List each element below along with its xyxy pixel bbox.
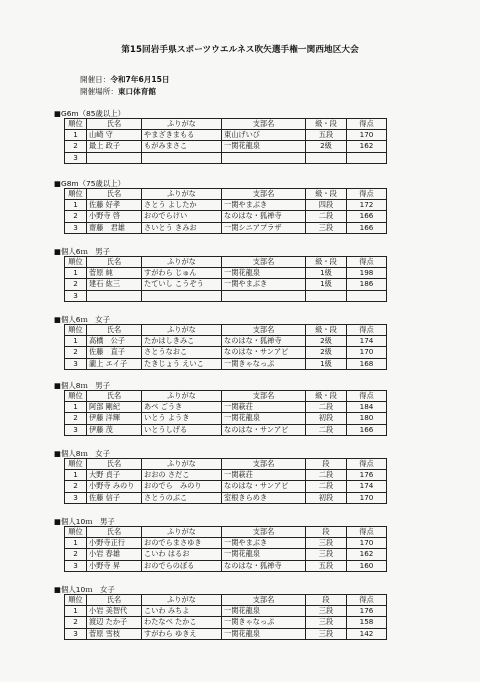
column-header: 順位	[65, 325, 87, 336]
table-row	[65, 628, 387, 639]
cell-grade: 三段	[306, 538, 347, 549]
cell-grade: 1級	[306, 268, 347, 279]
cell-name: 小岩 春雄	[87, 549, 142, 560]
cell-kana: おのでらまさゆき	[142, 538, 222, 549]
cell-name: 瀧上 エイ子	[87, 358, 142, 369]
cell-rank: 2	[65, 413, 87, 424]
cell-grade: 二段	[306, 481, 347, 492]
cell-name: 山崎 守	[87, 130, 142, 141]
cell-name: 小野寺 昇	[87, 560, 142, 571]
cell-grade: 二段	[306, 470, 347, 481]
table-row	[65, 606, 387, 617]
results-table	[64, 324, 387, 370]
date-value: 令和7年6月15日	[110, 75, 170, 84]
cell-rank: 2	[65, 481, 87, 492]
column-header: 氏名	[87, 391, 142, 402]
date-label: 開催日：	[80, 75, 111, 84]
page-title: 第15回岩手県スポーツウエルネス吹矢選手権一関西地区大会	[121, 45, 359, 55]
section-title: ■G6m（85歳以上）	[54, 109, 125, 118]
cell-score: 170	[347, 492, 387, 503]
cell-kana: いとうしげる	[142, 424, 222, 435]
cell-rank: 2	[65, 279, 87, 290]
cell-kana: あべ ごうき	[142, 402, 222, 413]
cell-score: 166	[347, 424, 387, 435]
table-row	[65, 268, 387, 279]
cell-rank: 3	[65, 492, 87, 503]
cell-branch	[222, 290, 306, 301]
cell-score: 158	[347, 617, 387, 628]
cell-grade: 三段	[306, 606, 347, 617]
cell-rank: 1	[65, 336, 87, 347]
column-header: ふりがな	[142, 189, 222, 200]
cell-rank: 1	[65, 200, 87, 211]
cell-kana: おのでら みのり	[142, 481, 222, 492]
cell-kana	[142, 290, 222, 301]
venue-value: 東口体育館	[117, 87, 156, 96]
cell-rank: 3	[65, 560, 87, 571]
results-table	[64, 188, 387, 234]
cell-rank: 1	[65, 538, 87, 549]
column-header: 順位	[65, 595, 87, 606]
cell-score: 174	[347, 481, 387, 492]
column-header: 順位	[65, 527, 87, 538]
cell-kana: すがわら じゅん	[142, 268, 222, 279]
column-header: 得点	[347, 257, 387, 268]
column-header: 級・段	[306, 189, 347, 200]
table-header-row	[65, 189, 387, 200]
column-header: ふりがな	[142, 257, 222, 268]
cell-branch: 一関やまぶき	[222, 538, 306, 549]
cell-kana: わたなべ たかこ	[142, 617, 222, 628]
cell-score: 166	[347, 222, 387, 233]
cell-grade	[306, 290, 347, 301]
cell-name	[87, 152, 142, 163]
table-header-row	[65, 257, 387, 268]
table-row	[65, 358, 387, 369]
cell-branch: 一関萩荘	[222, 402, 306, 413]
column-header: 級・段	[306, 391, 347, 402]
cell-score: 170	[347, 347, 387, 358]
cell-branch: なのはな・サンアビ	[222, 481, 306, 492]
cell-branch: 一関花龍泉	[222, 628, 306, 639]
column-header: 支部名	[222, 257, 306, 268]
table-row	[65, 152, 387, 163]
table-header-row	[65, 119, 387, 130]
section-title: ■個人8ｍ 男子	[54, 381, 111, 390]
cell-rank: 2	[65, 617, 87, 628]
column-header: ふりがな	[142, 595, 222, 606]
cell-kana: たきじょう えいこ	[142, 358, 222, 369]
cell-rank: 2	[65, 211, 87, 222]
cell-rank: 3	[65, 290, 87, 301]
column-header: 氏名	[87, 459, 142, 470]
column-header: ふりがな	[142, 459, 222, 470]
cell-name: 建石 紘三	[87, 279, 142, 290]
cell-branch: 一関花龍泉	[222, 141, 306, 152]
cell-name: 佐藤 好孝	[87, 200, 142, 211]
cell-score: 184	[347, 402, 387, 413]
section-title: ■個人10ｍ 男子	[54, 517, 115, 526]
column-header: 得点	[347, 595, 387, 606]
table-header-row	[65, 595, 387, 606]
column-header: 順位	[65, 189, 87, 200]
cell-name: 小野寺 啓	[87, 211, 142, 222]
cell-rank: 1	[65, 606, 87, 617]
cell-name: 小岩 美智代	[87, 606, 142, 617]
column-header: 氏名	[87, 119, 142, 130]
cell-rank: 3	[65, 424, 87, 435]
results-table	[64, 526, 387, 572]
table-row	[65, 222, 387, 233]
table-row	[65, 424, 387, 435]
column-header: 得点	[347, 459, 387, 470]
column-header: 順位	[65, 459, 87, 470]
table-row	[65, 279, 387, 290]
cell-name: 佐藤 直子	[87, 347, 142, 358]
cell-grade	[306, 152, 347, 163]
cell-branch: 一関萩荘	[222, 470, 306, 481]
cell-grade: 三段	[306, 617, 347, 628]
cell-name: 最上 政子	[87, 141, 142, 152]
section-title: ■個人8ｍ 女子	[54, 449, 111, 458]
section-title: ■個人6ｍ 男子	[54, 247, 111, 256]
table-header-row	[65, 391, 387, 402]
event-date	[80, 74, 169, 85]
table-row	[65, 290, 387, 301]
column-header: 氏名	[87, 325, 142, 336]
cell-rank: 1	[65, 470, 87, 481]
cell-name: 高橋 公子	[87, 336, 142, 347]
cell-grade: 2級	[306, 336, 347, 347]
cell-branch: 一関花龍泉	[222, 413, 306, 424]
cell-kana: さとうなおこ	[142, 347, 222, 358]
cell-name: 阿部 剛紀	[87, 402, 142, 413]
cell-name: 佐藤 信子	[87, 492, 142, 503]
cell-rank: 2	[65, 141, 87, 152]
cell-branch: なのはな・狐禅寺	[222, 211, 306, 222]
column-header: 段	[306, 595, 347, 606]
cell-score: 166	[347, 211, 387, 222]
results-table	[64, 256, 387, 302]
cell-name: 齋藤 君雄	[87, 222, 142, 233]
cell-kana: たていし こうぞう	[142, 279, 222, 290]
cell-name: 小野寺正行	[87, 538, 142, 549]
table-row	[65, 617, 387, 628]
column-header: ふりがな	[142, 119, 222, 130]
cell-score: 170	[347, 130, 387, 141]
results-table	[64, 594, 387, 640]
cell-score	[347, 290, 387, 301]
section-title: ■個人6ｍ 女子	[54, 315, 111, 324]
cell-kana: もがみまさこ	[142, 141, 222, 152]
column-header: 得点	[347, 119, 387, 130]
cell-branch: なのはな・狐禅寺	[222, 336, 306, 347]
cell-rank: 3	[65, 222, 87, 233]
cell-kana: こいわ みちよ	[142, 606, 222, 617]
cell-branch: 一関花龍泉	[222, 606, 306, 617]
table-row	[65, 336, 387, 347]
cell-branch: なのはな・サンアビ	[222, 347, 306, 358]
cell-kana: すがわら ゆきえ	[142, 628, 222, 639]
column-header: 支部名	[222, 459, 306, 470]
cell-kana: やまざきまもる	[142, 130, 222, 141]
table-row	[65, 413, 387, 424]
cell-branch: なのはな・サンアビ	[222, 424, 306, 435]
table-row	[65, 538, 387, 549]
cell-branch: 一関きゃなっぷ	[222, 358, 306, 369]
cell-grade: 三段	[306, 222, 347, 233]
cell-grade: 初段	[306, 492, 347, 503]
cell-rank: 3	[65, 152, 87, 163]
cell-name: 大野 貞子	[87, 470, 142, 481]
column-header: 支部名	[222, 527, 306, 538]
cell-rank: 3	[65, 628, 87, 639]
cell-name: 渡辺 たか子	[87, 617, 142, 628]
table-row	[65, 481, 387, 492]
cell-score: 180	[347, 413, 387, 424]
column-header: 順位	[65, 119, 87, 130]
column-header: 氏名	[87, 257, 142, 268]
table-header-row	[65, 459, 387, 470]
cell-score: 168	[347, 358, 387, 369]
column-header: 氏名	[87, 527, 142, 538]
column-header: 級・段	[306, 257, 347, 268]
cell-name: 伊藤 茂	[87, 424, 142, 435]
column-header: 得点	[347, 325, 387, 336]
cell-rank: 2	[65, 347, 87, 358]
column-header: 順位	[65, 257, 87, 268]
cell-grade: 四段	[306, 200, 347, 211]
column-header: 氏名	[87, 189, 142, 200]
cell-kana: さとうのぶこ	[142, 492, 222, 503]
cell-kana: おおの さだこ	[142, 470, 222, 481]
cell-kana: さとう よしたか	[142, 200, 222, 211]
cell-grade: 二段	[306, 402, 347, 413]
cell-score: 186	[347, 279, 387, 290]
cell-grade: 五段	[306, 560, 347, 571]
column-header: 支部名	[222, 325, 306, 336]
cell-kana	[142, 152, 222, 163]
cell-score: 172	[347, 200, 387, 211]
cell-score: 142	[347, 628, 387, 639]
cell-grade: 1級	[306, 279, 347, 290]
table-row	[65, 492, 387, 503]
cell-kana: おのでらのぼる	[142, 560, 222, 571]
column-header: 段	[306, 527, 347, 538]
column-header: ふりがな	[142, 527, 222, 538]
cell-name: 小野寺 みのり	[87, 481, 142, 492]
cell-name: 菅原 純	[87, 268, 142, 279]
column-header: 級・段	[306, 325, 347, 336]
cell-branch: 東山げいび	[222, 130, 306, 141]
table-row	[65, 402, 387, 413]
results-table	[64, 118, 387, 164]
cell-score: 176	[347, 606, 387, 617]
cell-kana: おのでらけい	[142, 211, 222, 222]
section-title: ■G8m（75歳以上）	[54, 179, 125, 188]
cell-score: 162	[347, 549, 387, 560]
column-header: 順位	[65, 391, 87, 402]
cell-branch: 一関きゃなっぷ	[222, 617, 306, 628]
venue-label: 開催場所：	[80, 87, 118, 96]
cell-score: 198	[347, 268, 387, 279]
cell-rank: 1	[65, 130, 87, 141]
cell-branch: 室根きらめき	[222, 492, 306, 503]
cell-name: 菅原 雪枝	[87, 628, 142, 639]
cell-rank: 3	[65, 358, 87, 369]
cell-branch: なのはな・狐禅寺	[222, 560, 306, 571]
table-row	[65, 141, 387, 152]
cell-name: 伊藤 洋輝	[87, 413, 142, 424]
cell-branch: 一関シニアプラザ	[222, 222, 306, 233]
cell-score	[347, 152, 387, 163]
cell-kana: こいわ はるお	[142, 549, 222, 560]
table-row	[65, 470, 387, 481]
column-header: 氏名	[87, 595, 142, 606]
table-row	[65, 200, 387, 211]
cell-grade: 二段	[306, 424, 347, 435]
cell-grade: 2級	[306, 141, 347, 152]
column-header: 支部名	[222, 595, 306, 606]
column-header: 支部名	[222, 391, 306, 402]
cell-grade: 三段	[306, 549, 347, 560]
cell-kana: たかはしきみこ	[142, 336, 222, 347]
table-row	[65, 347, 387, 358]
cell-score: 162	[347, 141, 387, 152]
cell-rank: 1	[65, 402, 87, 413]
cell-grade: 初段	[306, 413, 347, 424]
results-table	[64, 458, 387, 504]
cell-score: 170	[347, 538, 387, 549]
column-header: 支部名	[222, 189, 306, 200]
table-header-row	[65, 527, 387, 538]
table-row	[65, 130, 387, 141]
column-header: 得点	[347, 189, 387, 200]
column-header: 級・段	[306, 119, 347, 130]
table-row	[65, 211, 387, 222]
cell-score: 174	[347, 336, 387, 347]
table-header-row	[65, 325, 387, 336]
cell-name	[87, 290, 142, 301]
column-header: 支部名	[222, 119, 306, 130]
column-header: 得点	[347, 527, 387, 538]
table-row	[65, 560, 387, 571]
cell-grade: 五段	[306, 130, 347, 141]
cell-score: 176	[347, 470, 387, 481]
cell-kana: いとう ようき	[142, 413, 222, 424]
column-header: ふりがな	[142, 325, 222, 336]
section-title: ■個人10ｍ 女子	[54, 585, 115, 594]
cell-grade: 二段	[306, 211, 347, 222]
column-header: ふりがな	[142, 391, 222, 402]
cell-rank: 1	[65, 268, 87, 279]
cell-rank: 2	[65, 549, 87, 560]
cell-branch: 一関やまぶき	[222, 200, 306, 211]
cell-branch	[222, 152, 306, 163]
cell-grade: 1級	[306, 358, 347, 369]
results-table	[64, 390, 387, 436]
cell-branch: 一関花龍泉	[222, 268, 306, 279]
cell-grade: 三段	[306, 628, 347, 639]
table-row	[65, 549, 387, 560]
cell-grade: 2級	[306, 347, 347, 358]
cell-branch: 一関花龍泉	[222, 549, 306, 560]
cell-branch: 一関やまぶき	[222, 279, 306, 290]
column-header: 得点	[347, 391, 387, 402]
cell-score: 160	[347, 560, 387, 571]
column-header: 段	[306, 459, 347, 470]
event-venue	[80, 86, 156, 97]
cell-kana: さいとう きみお	[142, 222, 222, 233]
